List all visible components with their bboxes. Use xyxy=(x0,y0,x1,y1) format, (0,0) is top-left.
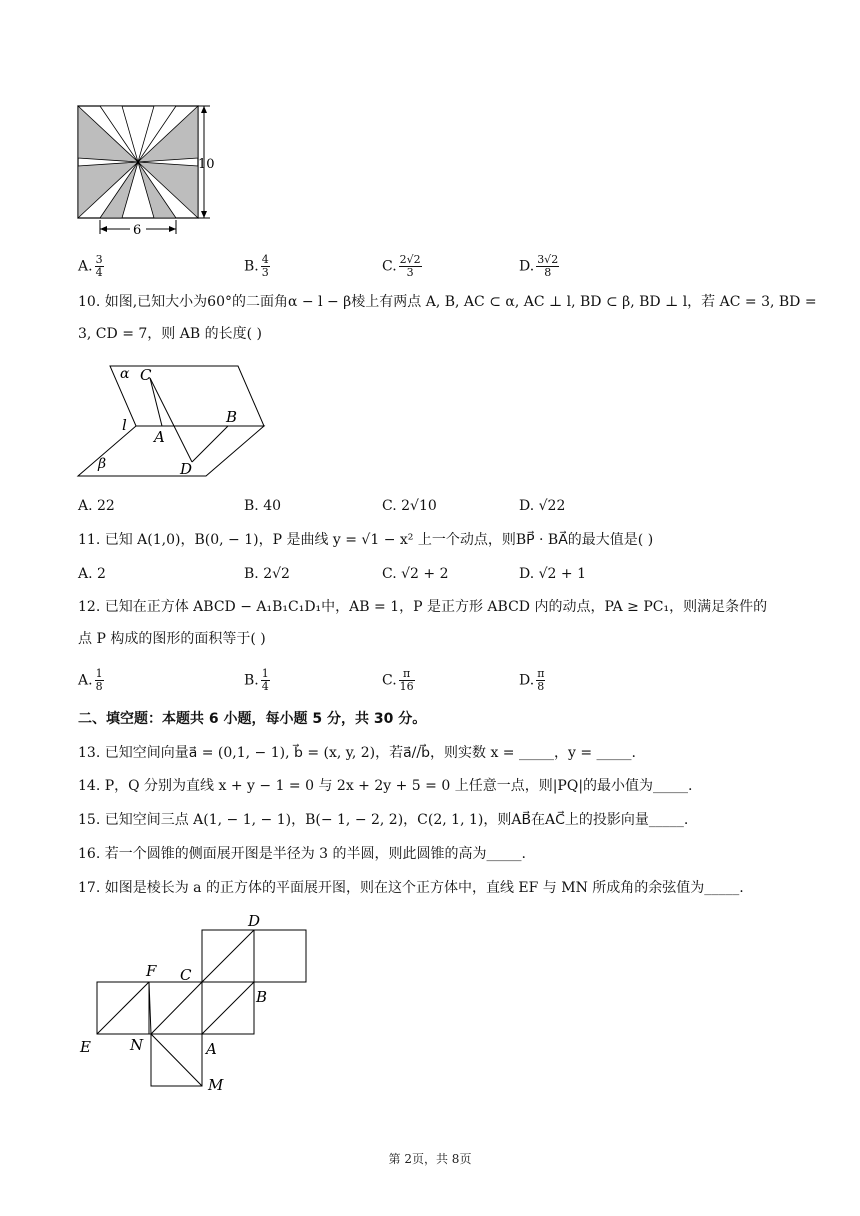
q10-option-c: C. 2√10 xyxy=(382,498,437,514)
q11-option-d: D. √2 + 1 xyxy=(519,566,586,582)
section-heading: 二、填空题：本题共 6 小题，每小题 5 分，共 30 分。 xyxy=(78,711,427,727)
svg-text:D: D xyxy=(180,460,193,478)
svg-text:A: A xyxy=(154,428,165,446)
q11-option-a: A. 2 xyxy=(78,566,106,582)
figure-q17 xyxy=(74,908,320,1096)
q10-option-b: B. 40 xyxy=(244,498,282,514)
q9-option-b: B. $\frac{4}{3}$ xyxy=(244,253,269,279)
page-footer: 第 2页，共 8页 xyxy=(388,1152,472,1166)
q12-option-a: A. $\frac{1}{8}$ xyxy=(78,667,103,693)
q17-text: 17. 如图是棱长为 a 的正方体的平面展开图，则在这个正方体中，直线 EF 与 MN 所成角的余弦值为_____. xyxy=(78,880,744,896)
width-label: 6 xyxy=(133,223,142,238)
svg-text:C: C xyxy=(180,966,192,984)
q12-text-line2: 点 P 构成的图形的面积等于( ) xyxy=(78,631,266,647)
q11-option-c: C. √2 + 2 xyxy=(382,566,449,582)
svg-text:α: α xyxy=(120,366,130,382)
q9-option-d: D. $\frac{3√2}{8}$ xyxy=(519,253,559,279)
q15-text: 15. 已知空间三点 A(1, − 1, − 1)，B(− 1, − 2, 2)，C(2, 1, 1)，则AB⃗在AC⃗上的投影向量_____. xyxy=(78,812,689,828)
svg-text:C: C xyxy=(140,366,152,384)
svg-text:F: F xyxy=(146,962,157,980)
svg-text:B: B xyxy=(256,988,268,1006)
figure-q10 xyxy=(74,358,274,484)
svg-text:M: M xyxy=(208,1076,224,1094)
svg-text:E: E xyxy=(80,1038,91,1056)
q12-option-b: B. $\frac{1}{4}$ xyxy=(244,667,269,693)
svg-text:A: A xyxy=(206,1040,217,1058)
q10-option-d: D. √22 xyxy=(519,498,566,514)
q12-option-d: D. $\frac{\pi}{8}$ xyxy=(519,667,545,693)
q16-text: 16. 若一个圆锥的侧面展开图是半径为 3 的半圆，则此圆锥的高为_____. xyxy=(78,846,526,862)
q9-option-c: C. $\frac{2√2}{3}$ xyxy=(382,253,421,279)
svg-text:l: l xyxy=(122,416,127,434)
svg-text:B: B xyxy=(226,408,238,426)
q9-option-a: A. $\frac{3}{4}$ xyxy=(78,253,103,279)
height-label: 10 xyxy=(198,157,215,172)
q10-text-line2: 3, CD = 7，则 AB 的长度( ) xyxy=(78,326,262,342)
figure-q9 xyxy=(70,98,230,240)
q11-option-b: B. 2√2 xyxy=(244,566,290,582)
q14-text: 14. P，Q 分别为直线 x + y − 1 = 0 与 2x + 2y + 5 = 0 上任意一点，则|PQ|的最小值为_____. xyxy=(78,778,693,794)
q12-option-c: C. $\frac{\pi}{16}$ xyxy=(382,667,414,693)
svg-text:N: N xyxy=(130,1036,144,1054)
q11-text: 11. 已知 A(1,0)，B(0, − 1)，P 是曲线 y = √1 − x² 上一个动点，则BP⃗ · BA⃗的最大值是( ) xyxy=(78,532,654,548)
q12-text-line1: 12. 已知在正方体 ABCD − A₁B₁C₁D₁中，AB = 1，P 是正方形 ABCD 内的动点，PA ≥ PC₁，则满足条件的 xyxy=(78,599,768,615)
q13-text: 13. 已知空间向量a⃗ = (0,1, − 1), b⃗ = (x, y, 2)，若a⃗//b⃗，则实数 x = _____，y = _____. xyxy=(78,745,636,761)
q10-text-line1: 10. 如图,已知大小为60°的二面角α − l − β棱上有两点 A, B, AC ⊂ α, AC ⊥ l, BD ⊂ β, BD ⊥ l，若 AC = 3, BD = xyxy=(78,294,817,310)
svg-text:β: β xyxy=(98,456,107,472)
q10-option-a: A. 22 xyxy=(78,498,115,514)
svg-text:D: D xyxy=(248,912,261,930)
